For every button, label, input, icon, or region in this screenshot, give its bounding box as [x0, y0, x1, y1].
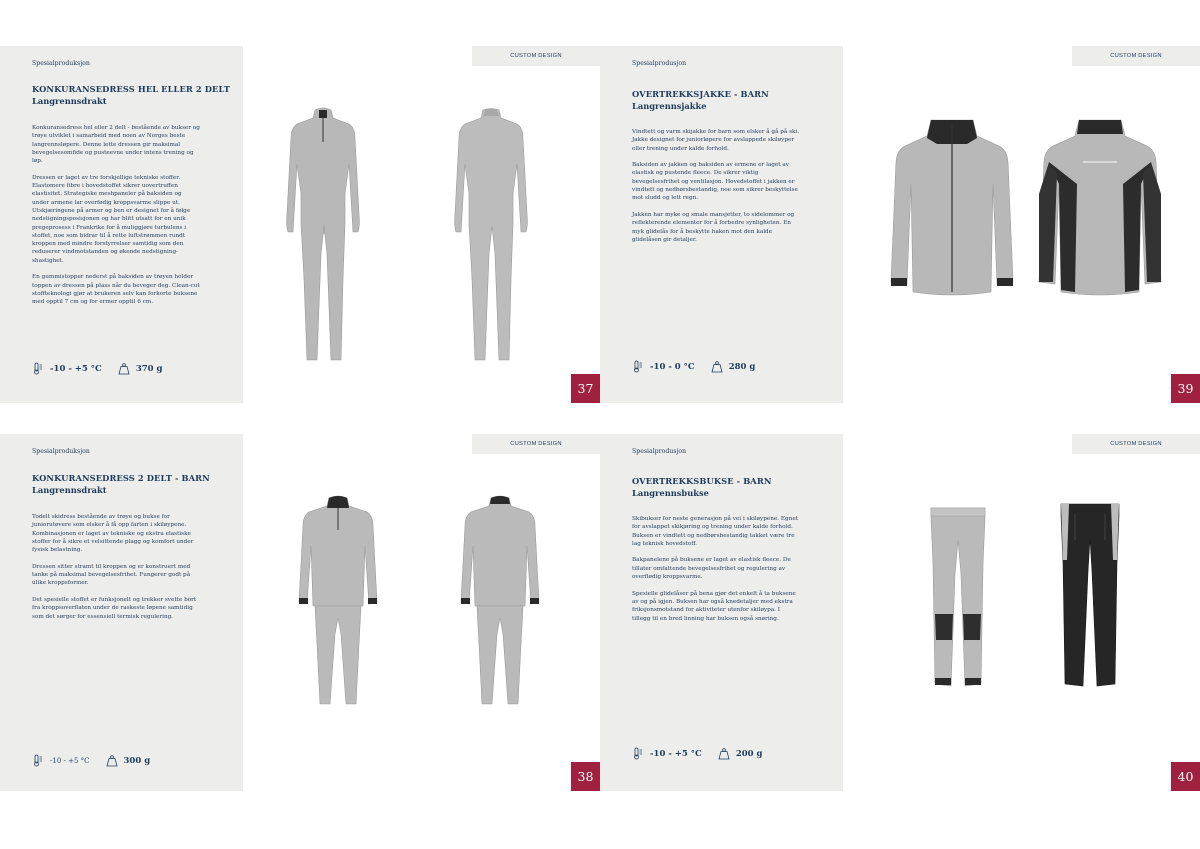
thermometer-icon [32, 754, 44, 767]
spec-row [32, 754, 150, 767]
custom-design-tag: CUSTOM DESIGN [472, 46, 600, 66]
temperature-range: -10 - 0 °C [650, 361, 695, 372]
product-category: Langrennsbukse [632, 488, 709, 498]
product-image-panel [243, 434, 600, 791]
product-name: KONKURANSEDRESS HEL ELLER 2 DELT [32, 84, 230, 94]
temperature-range: -10 - +5 °C [50, 363, 102, 374]
weight-value: 280 g [728, 361, 756, 372]
jacket-back-image [1035, 114, 1165, 298]
description-paragraph: Jakken har myke og smale mansjetter, to sidelommer og reflekterende elementer for å forbedre synligheten. En myk glidelås for å beskytte haken mot den kalde glidelåsen gir detaljer. [632, 211, 795, 243]
ski-pants-back-image [1055, 500, 1125, 688]
junior-suit-back-image [455, 494, 545, 706]
product-title [632, 475, 772, 499]
text-panel [600, 46, 843, 403]
text-panel [600, 434, 843, 791]
junior-suit-front-image [293, 494, 383, 706]
jacket-front-image [887, 114, 1017, 298]
section-label: Spesialproduksjon [32, 60, 90, 67]
custom-design-tag: CUSTOM DESIGN [1072, 434, 1200, 454]
product-title [32, 472, 210, 496]
description-paragraph: Dressen sitter stramt til kroppen og er konstruert med tanke på maksimal bevegelsesfrihet. Fungerer godt på ulike kroppsformer. [32, 563, 191, 587]
product-description [32, 513, 200, 629]
spec-row [632, 747, 762, 760]
description-paragraph: En gummistopper nederst på baksiden av trøyen holder toppen av dressen på plass når du beveger deg. Clean-cut stoffteknologi gjør at brukeren selv kan forkorte buksene med opptil 7 cm og for ermer opptil 6 cm. [32, 274, 200, 306]
catalog-spread-40 [600, 434, 1200, 791]
catalog-spread-39 [600, 46, 1200, 403]
description-paragraph: Skibukser for neste generasjon på vei i skiløypene. Egnet for avslappet skikjøring og trening under kalde forhold. Buksen er vindtett og nedbørsbestandig takket være tre lag teknisk hovedstoff. [632, 516, 798, 547]
section-label: Spesialproduksjon [32, 448, 90, 455]
product-name: OVERTREKKSJAKKE - BARN [632, 89, 769, 99]
product-image-panel [843, 46, 1200, 403]
product-image-panel [243, 46, 600, 403]
description-paragraph: Dressen er laget av tre forskjellige tekniske stoffer. Elastomere fibre i hovedstoffet sikrer uovertruffen elastisitet. Strategiske meshpaneler på baksiden og under armene lar overfødig kroppsvarme slippe ut. Utskjæringene på armer og ben er designet for å følge nedstigningsposisjonen og har blitt utsatt for en unik pregeprosess i Frankrike for å muliggjøre turbulens i stoffet, noe som bidrar til å rette luftstrømmen rundt kroppen med mindre forstyrrelser samtidig som den reduserer vindmotstanden og økende nedstigning-shastighet. [32, 174, 191, 264]
weight-icon [711, 360, 723, 373]
weight-icon [718, 747, 730, 760]
thermometer-icon [632, 360, 644, 373]
spec-row [32, 362, 162, 375]
weight-value: 370 g [135, 363, 163, 374]
product-description [32, 124, 200, 315]
race-suit-front-image [283, 104, 363, 362]
custom-design-tag: CUSTOM DESIGN [1072, 46, 1200, 66]
page-number: 38 [571, 762, 600, 791]
product-name: KONKURANSEDRESS 2 DELT - BARN [32, 473, 210, 483]
page-number: 40 [1171, 762, 1200, 791]
temperature-range: -10 - +5 °C [50, 756, 90, 765]
product-category: Langrennsdrakt [32, 485, 107, 495]
catalog-spread-38 [0, 434, 600, 791]
description-paragraph: Det spesielle stoffet er funksjonelt og trekker svette bort fra kroppsoverflaten under de raskeste løpene samtidig som det sørger for essensiell termisk regulering. [32, 596, 197, 620]
description-paragraph: Baksiden av jakken og baksiden av ermene er laget av elastisk og pustende fleece. De sikrer viktig bevegelsesfrihet og ventilasjon. Hovedstoffet i jakken er vindtett og nedbørsbestandig, noe som sikrer beskyttelse mot sludd og lett regn. [632, 162, 798, 202]
description-paragraph: Spesielle glidelåser på bena gjør det enkelt å ta buksene av og på igjen. Buksen har også knedetaljer med ekstra friksjonsmotstand for aktiviteter utenfor skiløypa. I tillegg til en bred linning har buksen også snøring. [632, 590, 796, 622]
weight-value: 300 g [123, 755, 151, 766]
section-label: Spesialprodusjon [632, 448, 687, 455]
product-description [632, 128, 800, 252]
product-category: Langrennsjakke [632, 101, 707, 111]
page-number: 39 [1171, 374, 1200, 403]
temperature-range: -10 - +5 °C [650, 748, 702, 759]
product-category: Langrennsdrakt [32, 96, 107, 106]
thermometer-icon [632, 747, 644, 760]
description-paragraph: Vindtett og varm skijakke for barn som elsker å gå på ski. Jakke designet for juniorløpere for avslappede skiløyper eller trening under kalde forhold. [632, 129, 800, 152]
product-title [32, 83, 230, 107]
product-description [632, 515, 800, 631]
weight-icon [106, 754, 118, 767]
product-name: OVERTREKKSBUKSE - BARN [632, 476, 772, 486]
text-panel [0, 434, 243, 791]
product-image-panel [843, 434, 1200, 791]
ski-pants-front-image [927, 504, 989, 688]
spec-row [632, 360, 755, 373]
race-suit-back-image [451, 104, 531, 362]
page-number: 37 [571, 374, 600, 403]
thermometer-icon [32, 362, 44, 375]
text-panel [0, 46, 243, 403]
section-label: Spesialprodusjon [632, 60, 687, 67]
description-paragraph: Konkuransedress hel eller 2 delt - bestående av bukser og trøye utviklet i samarbeid med noen av Norges beste langrennsløpere. Denne lette dressen gir maksimal bevegelsesomfide og pusteevne under intens trening og løp. [32, 125, 200, 165]
description-paragraph: Todelt skidress bestående av trøye og bukse for juniorutøvere som elsker å få opp farten i skiløypene. Kombinasjonen er laget av tekniske og ekstra elastiske stoffer for å sikre et velsittende plagg og komfort under fysisk belastning. [32, 514, 194, 554]
weight-icon [118, 362, 130, 375]
product-title [632, 88, 769, 112]
weight-value: 200 g [735, 748, 763, 759]
catalog-spread-37 [0, 46, 600, 403]
description-paragraph: Bakpanelene på buksene er laget av elastisk fleece. De tillater omfattende bevegelsesfrihet og regulering av overflødig kroppsvarme. [632, 557, 791, 581]
custom-design-tag: CUSTOM DESIGN [472, 434, 600, 454]
